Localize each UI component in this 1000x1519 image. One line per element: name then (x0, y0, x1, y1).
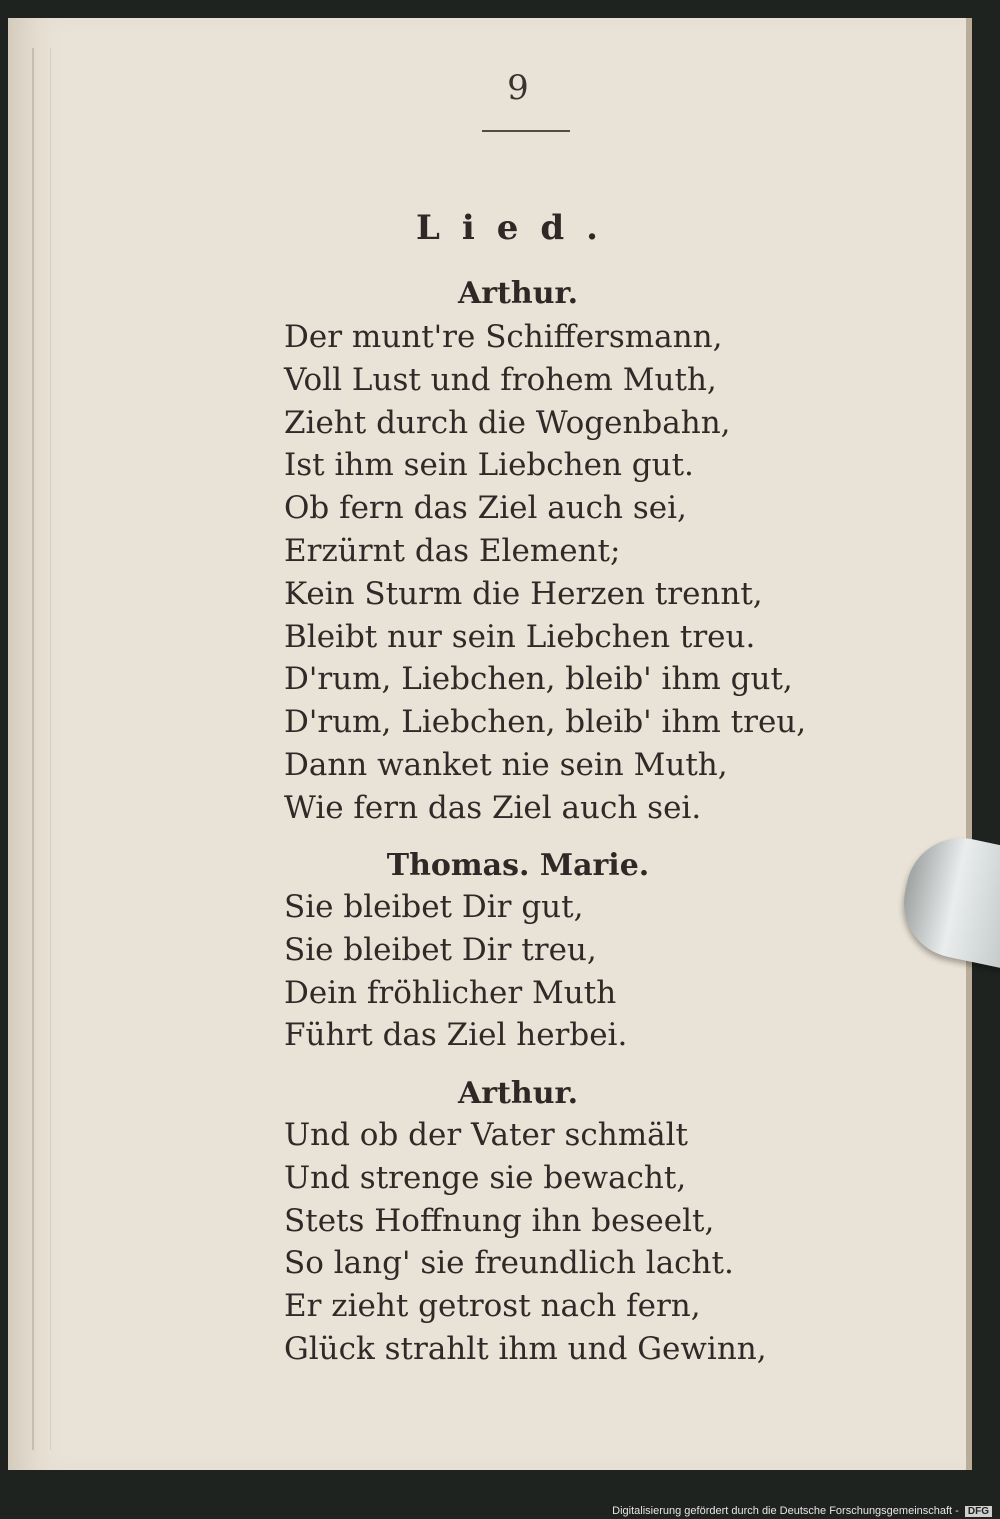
speaker-heading: Arthur. (457, 276, 579, 311)
verse-line: D'rum, Liebchen, bleib' ihm gut, (284, 661, 793, 698)
verse-line: Ob fern das Ziel auch sei, (284, 490, 687, 527)
verse-line: Führt das Ziel herbei. (284, 1017, 628, 1054)
verse-line: So lang' sie freundlich lacht. (284, 1245, 734, 1282)
verse-block (284, 886, 884, 1057)
page-number-rule (482, 130, 570, 132)
verse-line: Und strenge sie bewacht, (284, 1159, 687, 1196)
speaker-heading: Thomas. Marie. (386, 848, 650, 883)
verse-line: Bleibt nur sein Liebchen treu. (284, 618, 756, 655)
speaker-heading: Arthur. (457, 1076, 579, 1111)
footer-text: Digitalisierung gefördert durch die Deutsche Forschungsgemeinschaft - (612, 1505, 959, 1517)
verse-line: Er zieht getrost nach fern, (284, 1288, 701, 1325)
poem-title: Lied. (415, 208, 621, 248)
verse-line: Zieht durch die Wogenbahn, (284, 404, 731, 441)
dfg-logo-icon: DFG (965, 1506, 992, 1517)
verse-block (284, 316, 884, 830)
verse-line: Sie bleibet Dir treu, (284, 931, 597, 968)
verse-line: Der munt're Schiffersmann, (284, 319, 723, 355)
verse-line: Voll Lust und frohem Muth, (284, 361, 717, 398)
verse-line: D'rum, Liebchen, bleib' ihm treu, (284, 704, 807, 741)
verse-line: Erzürnt das Element; (284, 532, 621, 569)
verse-line: Wie fern das Ziel auch sei. (284, 789, 702, 826)
verse-line: Glück strahlt ihm und Gewinn, (284, 1330, 767, 1367)
verse-line: Ist ihm sein Liebchen gut. (284, 447, 694, 484)
book-page (8, 18, 972, 1470)
verse-line: Kein Sturm die Herzen trennt, (284, 575, 763, 612)
verse-line: Dann wanket nie sein Muth, (284, 746, 728, 783)
verse-line: Dein fröhlicher Muth (284, 974, 617, 1011)
binding-gutter (32, 48, 51, 1450)
verse-block (284, 1114, 884, 1371)
digitization-footer (612, 1505, 992, 1517)
verse-line: Und ob der Vater schmält (284, 1117, 688, 1153)
verse-line: Stets Hoffnung ihn beseelt, (284, 1202, 715, 1239)
page-number: 9 (507, 68, 529, 108)
verse-line: Sie bleibet Dir gut, (284, 889, 584, 925)
